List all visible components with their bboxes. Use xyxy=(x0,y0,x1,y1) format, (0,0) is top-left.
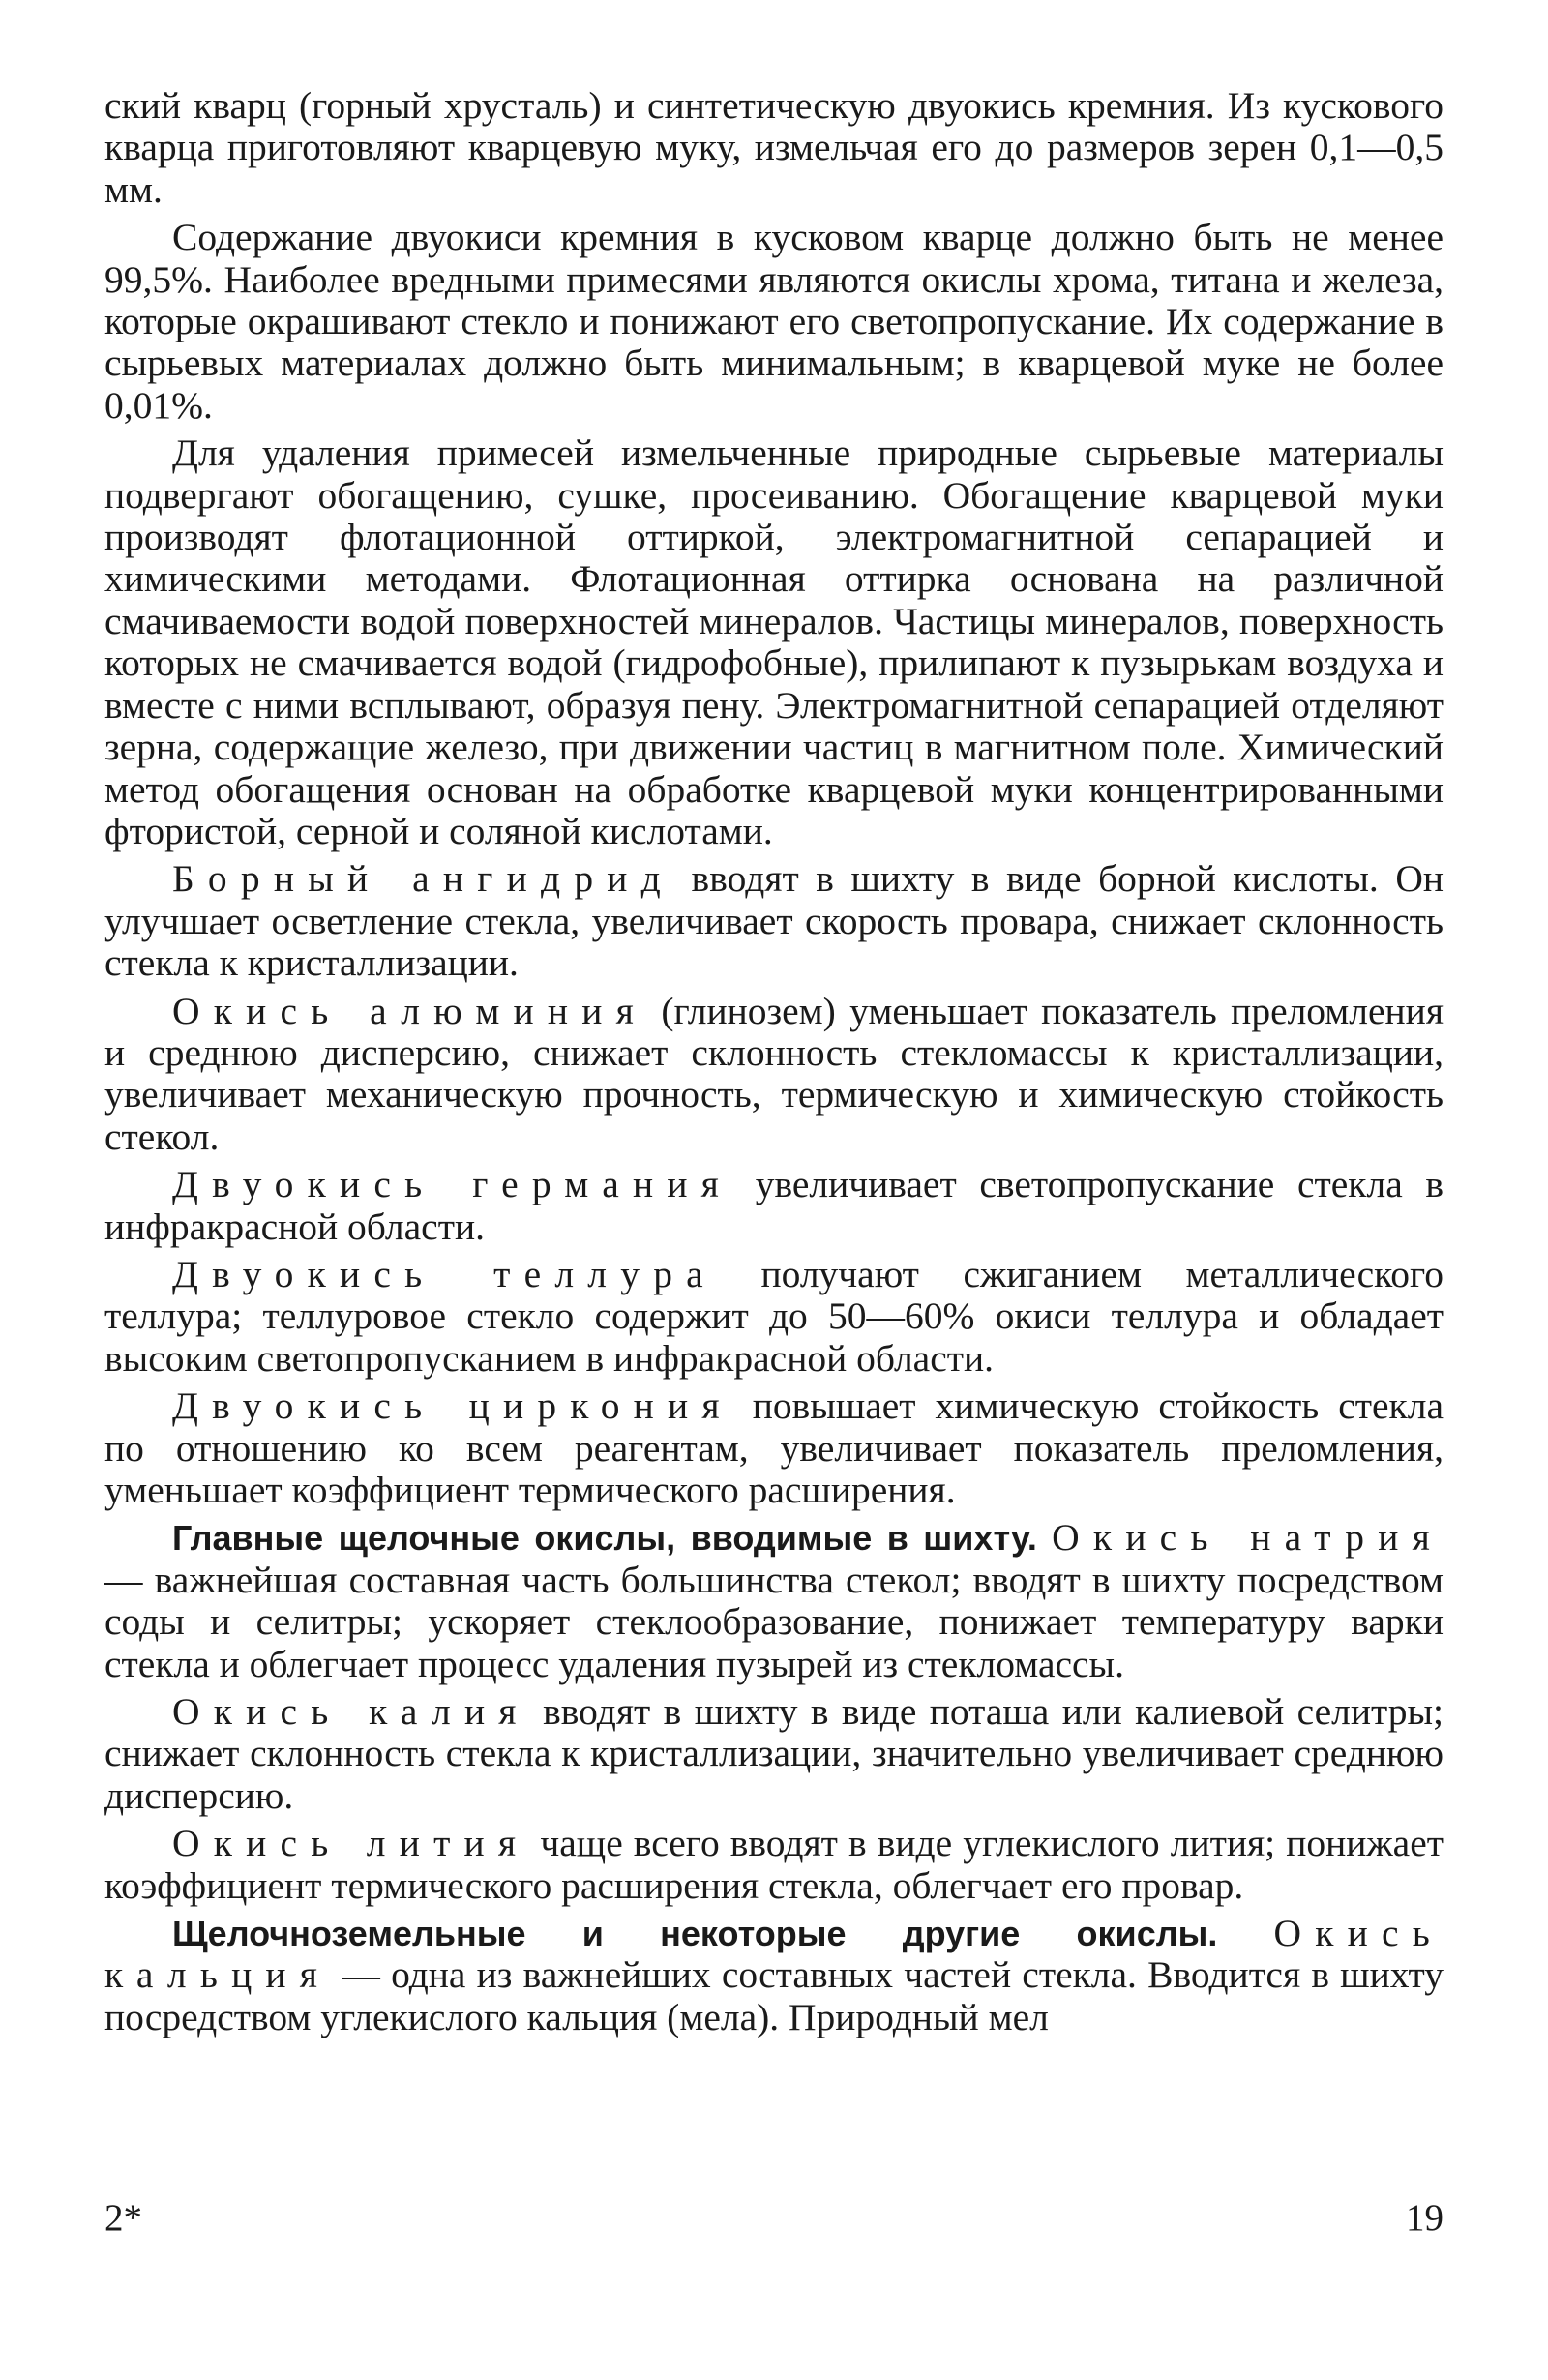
term-tellurium: Двуокись теллура xyxy=(172,1252,717,1295)
paragraph-1: ский кварц (горный хрусталь) и синтетическую двуокись кремния. Из кускового кварца приготовляют кварцевую муку, измельчая его до размеров зерен 0,1—0,5 мм. xyxy=(104,84,1444,211)
term-boron: Борный ангидрид xyxy=(172,857,674,901)
section-heading-alkaline-earth: Щелочноземельные и некоторые другие окислы. xyxy=(172,1914,1218,1954)
term-sodium: Окись натрия xyxy=(1052,1516,1444,1560)
paragraph-zirconium: Двуокись циркония повышает химическую стойкость стекла по отношению ко всем реагентам, увеличивает показатель преломления, уменьшает коэффициент термического расширения. xyxy=(104,1384,1444,1511)
term-zirconium: Двуокись циркония xyxy=(172,1384,733,1428)
term-germanium: Двуокись германия xyxy=(172,1163,733,1206)
term-calcium: Окись кальция xyxy=(104,1912,1444,1997)
page-number: 19 xyxy=(1406,2197,1444,2239)
paragraph-tellurium: Двуокись теллура получают сжиганием металлического теллура; теллуровое стекло содержит до 50—60% окиси теллура и обладает высоким светопропусканием в инфракрасной области. xyxy=(104,1252,1444,1380)
term-potassium: Окись калия xyxy=(172,1690,530,1734)
term-lithium: Окись лития xyxy=(172,1822,530,1865)
paragraph-alumina: Окись алюминия (глинозем) уменьшает показатель преломления и среднюю дисперсию, снижает склонность стекломассы к кристаллизации, увеличивает механическую прочность, термическую и химическую стойкость стекол. xyxy=(104,989,1444,1158)
paragraph-sodium: Главные щелочные окислы, вводимые в шихту. Окись натрия — важнейшая составная часть большинства стекол; вводят в шихту посредством соды и селитры; ускоряет стеклообразование, понижает температуру варки стекла и облегчает процесс удаления пузырей из стекломассы. xyxy=(104,1516,1444,1685)
paragraph-lithium: Окись лития чаще всего вводят в виде углекислого лития; понижает коэффициент термического расширения стекла, облегчает его провар. xyxy=(104,1822,1444,1907)
paragraph-potassium: Окись калия вводят в шихту в виде поташа или калиевой селитры; снижает склонность стекла к кристаллизации, значительно увеличивает среднюю дисперсию. xyxy=(104,1690,1444,1817)
paragraph-2: Содержание двуокиси кремния в кусковом кварце должно быть не менее 99,5%. Наиболее вредными примесями являются окислы хрома, титана и железа, которые окрашивают стекло и понижают его светопропускание. Их содержание в сырьевых материалах должно быть минимальным; в кварцевой муке не более 0,01%. xyxy=(104,216,1444,427)
paragraph-germanium: Двуокись германия увеличивает светопропускание стекла в инфракрасной области. xyxy=(104,1163,1444,1248)
paragraph-boron: Борный ангидрид вводят в шихту в виде борной кислоты. Он улучшает осветление стекла, увеличивает скорость провара, снижает склонность стекла к кристаллизации. xyxy=(104,857,1444,985)
paragraph-calcium: Щелочноземельные и некоторые другие окислы. Окись кальция — одна из важнейших составных частей стекла. Вводится в шихту посредством углекислого кальция (мела). Природный мел xyxy=(104,1912,1444,2038)
page-footer xyxy=(104,2196,1444,2240)
term-alumina: Окись алюминия xyxy=(172,989,648,1032)
section-heading-alkali: Главные щелочные окислы, вводимые в шихту. xyxy=(172,1518,1037,1559)
paragraph-3: Для удаления примесей измельченные природные сырьевые материалы подвергают обогащению, сушке, просеиванию. Обогащение кварцевой муки производят флотационной оттиркой, электромагнитной сепарацией и химическими методами. Флотационная оттирка основана на различной смачиваемости водой поверхностей минералов. Частицы минералов, поверхность которых не смачивается водой (гидрофобные), прилипают к пузырькам воздуха и вместе с ними всплывают, образуя пену. Электромагнитной сепарацией отделяют зерна, содержащие железо, при движении частиц в магнитном поле. Химический метод обогащения основан на обработке кварцевой муки концентрированными фтористой, серной и соляной кислотами. xyxy=(104,431,1444,852)
signature-mark: 2* xyxy=(104,2197,142,2239)
